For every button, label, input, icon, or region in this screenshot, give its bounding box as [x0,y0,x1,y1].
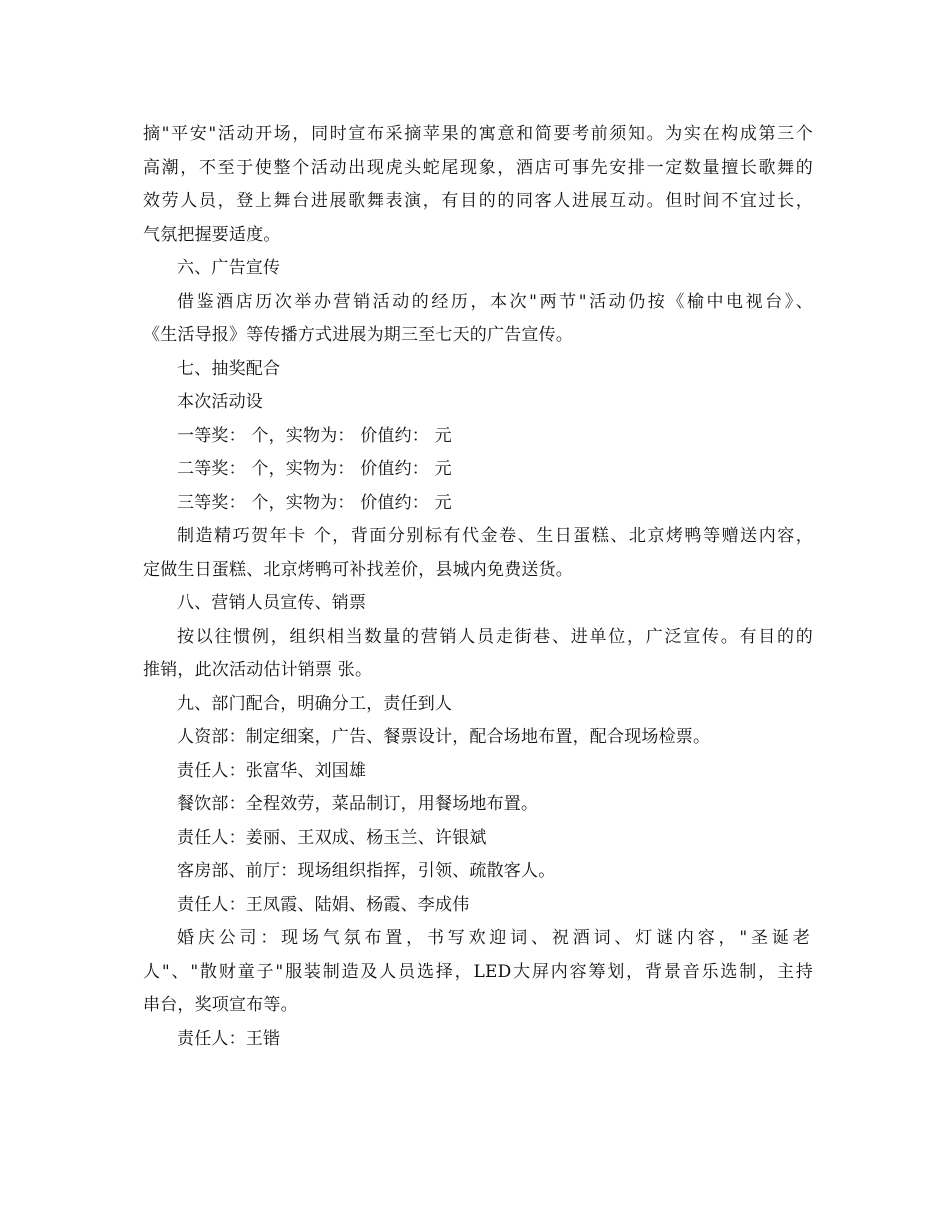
text-line-lottery-intro: 本次活动设 [177,392,263,412]
section-heading-lottery: 七、抽奖配合 [177,358,281,379]
text-line-p1-2: 高潮，不至于使整个活动出现虎头蛇尾现象，酒店可事先安排一定数量擅长歌舞的 [143,157,813,178]
text-line-hr-dept: 人资部：制定细案，广告、餐票设计，配合场地布置，配合现场检票。 [177,727,711,747]
text-line-wedding-2: 人"、"散财童子"服装制造及人员选择，LED大屏内容筹划，背景音乐选制，主持 [143,961,813,982]
text-line-hr-owner: 责任人：张富华、刘国雄 [177,760,367,781]
text-line-p3-2: 《生活导报》等传播方式进展为期三至七天的广告宣传。 [143,325,573,345]
section-heading-sales: 八、营销人员宣传、销票 [177,593,367,613]
text-line-p9-2: 定做生日蛋糕、北京烤鸭可补找差价，县城内免费送货。 [143,559,573,580]
prize-line-second: 二等奖： 个，实物为： 价值约： 元 [177,459,452,479]
text-line-p1-4: 气氛把握要适度。 [143,224,281,245]
text-line-catering-owner: 责任人：姜丽、王双成、杨玉兰、许银斌 [177,827,487,848]
section-heading-departments: 九、部门配合，明确分工，责任到人 [177,693,453,714]
section-heading-advertising: 六、广告宣传 [177,258,281,278]
text-line-p11-1: 按以往惯例，组织相当数量的营销人员走街巷、进单位，广泛宣传。有目的的 [177,626,813,647]
text-line-p3-1: 借鉴酒店历次举办营销活动的经历，本次"两节"活动仍按《榆中电视台》、 [177,291,813,312]
text-line-wedding-owner: 责任人：王锴 [177,1028,281,1049]
document-page [143,118,813,1056]
text-line-rooms-owner: 责任人：王凤霞、陆娟、杨霞、李成伟 [177,894,470,915]
text-line-wedding-3: 串台，奖项宣布等。 [143,995,298,1015]
prize-line-third: 三等奖： 个，实物为： 价值约： 元 [177,492,452,513]
text-line-p1-3: 效劳人员，登上舞台进展歌舞表演，有目的的同客人进展互动。但时间不宜过长， [143,191,813,211]
text-line-p9-1: 制造精巧贺年卡 个，背面分别标有代金卷、生日蛋糕、北京烤鸭等赠送内容， [177,526,813,546]
prize-line-first: 一等奖： 个，实物为： 价值约： 元 [177,425,452,446]
text-line-p11-2: 推销，此次活动估计销票 张。 [143,660,373,680]
text-line-wedding-1: 婚庆公司：现场气氛布置，书写欢迎词、祝酒词、灯谜内容，"圣诞老 [177,928,813,948]
text-line-catering-dept: 餐饮部：全程效劳，菜品制订，用餐场地布置。 [177,794,539,814]
text-line-rooms-dept: 客房部、前厅：现场组织指挥，引领、疏散客人。 [177,861,556,881]
text-line-p1-1: 摘"平安"活动开场，同时宣布采摘苹果的寓意和简要考前须知。为实在构成第三个 [143,124,813,144]
